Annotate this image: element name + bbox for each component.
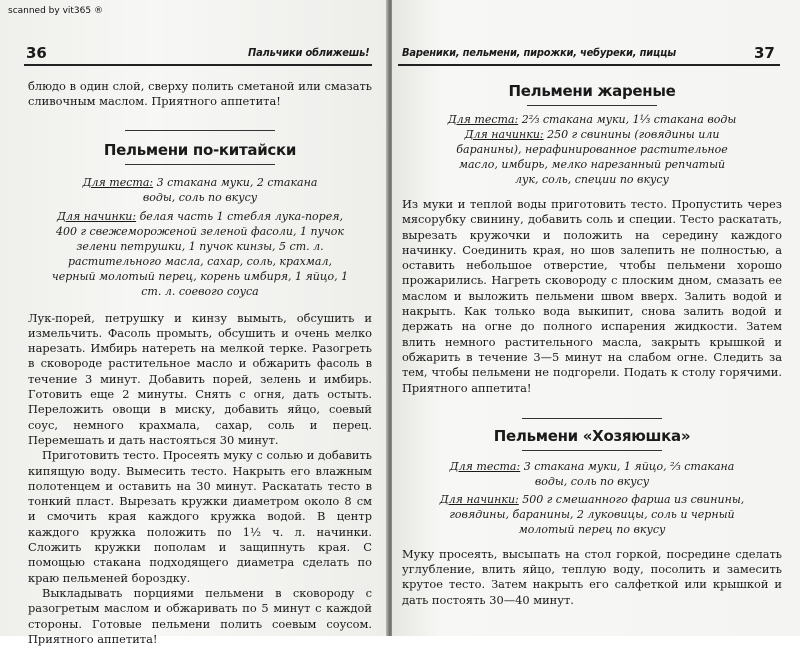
left-page [0,0,388,646]
header-rule-right [398,64,780,66]
filling-ingredients [28,209,372,299]
hostess-filling-ingredients [402,492,782,537]
intro-paragraph: блюдо в один слой, сверху полить сметаной или смазать сливочным маслом. Приятного аппетита! [28,79,372,109]
right-page [392,0,800,636]
hostess-filling-label: Для начинки: [439,492,519,506]
fried-filling-text: 250 г свинины (говядины или баранины), нерафинированное растительное масло, имбирь, мелко нарезанный репчатый лук, соль, специи по вкусу [456,128,728,186]
running-head-left: Пальчики оближешь! [248,46,370,59]
filling-text: белая часть 1 стебля лука-порея, 400 г свежемороженой зеленой фасоли, 1 пучок зелени петрушки, 1 пучок кинзы, 5 ст. л. растительного масла, сахар, соль, крахмал, черный молотый перец, корень имбиря, 1 яйцо, 1 ст. л. соевого соуса [51,209,349,298]
fried-filling-ingredients [402,127,782,187]
running-head-right: Вареники, пельмени, пирожки, чебуреки, пиццы [402,46,676,59]
hostess-dough-text: 3 стакана муки, 1 яйцо, ⅔ стакана воды, соль по вкусу [520,459,735,488]
page-number-left: 36 [26,44,47,62]
watermark: scanned by vit365 ® [8,6,103,16]
recipe-paragraph-2: Приготовить тесто. Просеять муку с солью и добавить кипящую воду. Вымесить тесто. Накрыть его влажным полотенцем и оставить на 30 минут. Раскатать тесто в тонкий пласт. Вырезать кружки диаметром около 8 см и смочить края каждого кружка водой. В центр каждого кружка положить по 1½ ч. л. начинки. Сложить кружки пополам и защипнуть края. С помощью стакана подходящего диаметра сделать по краю пельменей бороздку. [28,448,372,585]
hostess-dough-ingredients [402,459,782,489]
page-number-right: 37 [754,44,775,62]
fried-dough-text: 2⅔ стакана муки, 1⅓ стакана воды [518,113,737,126]
fried-filling-label: Для начинки: [464,128,544,141]
recipe-title-chinese: Пельмени по-китайски [103,140,297,159]
left-text-column [28,79,372,647]
dough-ingredients [28,175,372,205]
hostess-dough-label: Для теста: [449,459,521,473]
right-text-column [402,82,782,608]
hostess-recipe-paragraph: Муку просеять, высыпать на стол горкой, посредине сделать углубление, влить яйцо, теплую воду, посолить и замесить крутое тесто. Затем накрыть его салфеткой или крышкой и дать постоять 30—40 минут. [402,546,782,607]
fried-dough-ingredients [402,112,782,127]
recipe-paragraph-3: Выкладывать порциями пельмени в сковороду с разогретым маслом и обжаривать по 5 минут с каждой стороны. Готовые пельмени полить соевым соусом. Приятного аппетита! [28,585,372,646]
dough-label: Для теста: [82,175,154,189]
hostess-filling-text: 500 г смешанного фарша из свинины, говядины, баранины, 2 луковицы, соль и черный молотый перец по вкусу [449,492,745,536]
recipe-title-fried: Пельмени жареные [508,82,676,100]
recipe-title-hostess: Пельмени «Хозяюшка» [493,426,691,445]
dough-text: 3 стакана муки, 2 стакана воды, соль по вкусу [142,175,318,204]
fried-recipe-paragraph: Из муки и теплой воды приготовить тесто. Пропустить через мясорубку свинину, добавить соль и специи. Тесто раскатать, вырезать кружочки и положить на середину каждого начинку. Соединить края, но шов залепить не полностью, а оставить небольшое отверстие, чтобы пельмени хорошо прожарились. Нагреть сковороду с плоским дном, смазать ее маслом и выложить пельмени швом вверх. Залить водой и накрыть. Как только вода выкипит, снова залить водой и держать на огне до полного испарения жидкости. Затем влить немного растительного масла, закрыть крышкой и обжарить в течение 3—5 минут на слабом огне. Следить за тем, чтобы пельмени не подгорели. Подать к столу горячими. Приятного аппетита! [402,197,782,395]
header-rule-left [24,64,372,66]
recipe-paragraph-1: Лук-порей, петрушку и кинзу вымыть, обсушить и измельчить. Фасоль промыть, обсушить и очень мелко нарезать. Имбирь натереть на мелкой терке. Разогреть в сковороде растительное масло и обжарить фасоль в течение 3 минут. Добавить порей, зелень и имбирь. Готовить еще 2 минуты. Снять с огня, дать остыть. Переложить овощи в миску, добавить яйцо, соевый соус, немного крахмала, сахар, соль и перец. Перемешать и дать настояться 30 минут. [28,310,372,447]
fried-dough-label: Для теста: [447,113,519,126]
filling-label: Для начинки: [57,209,137,223]
